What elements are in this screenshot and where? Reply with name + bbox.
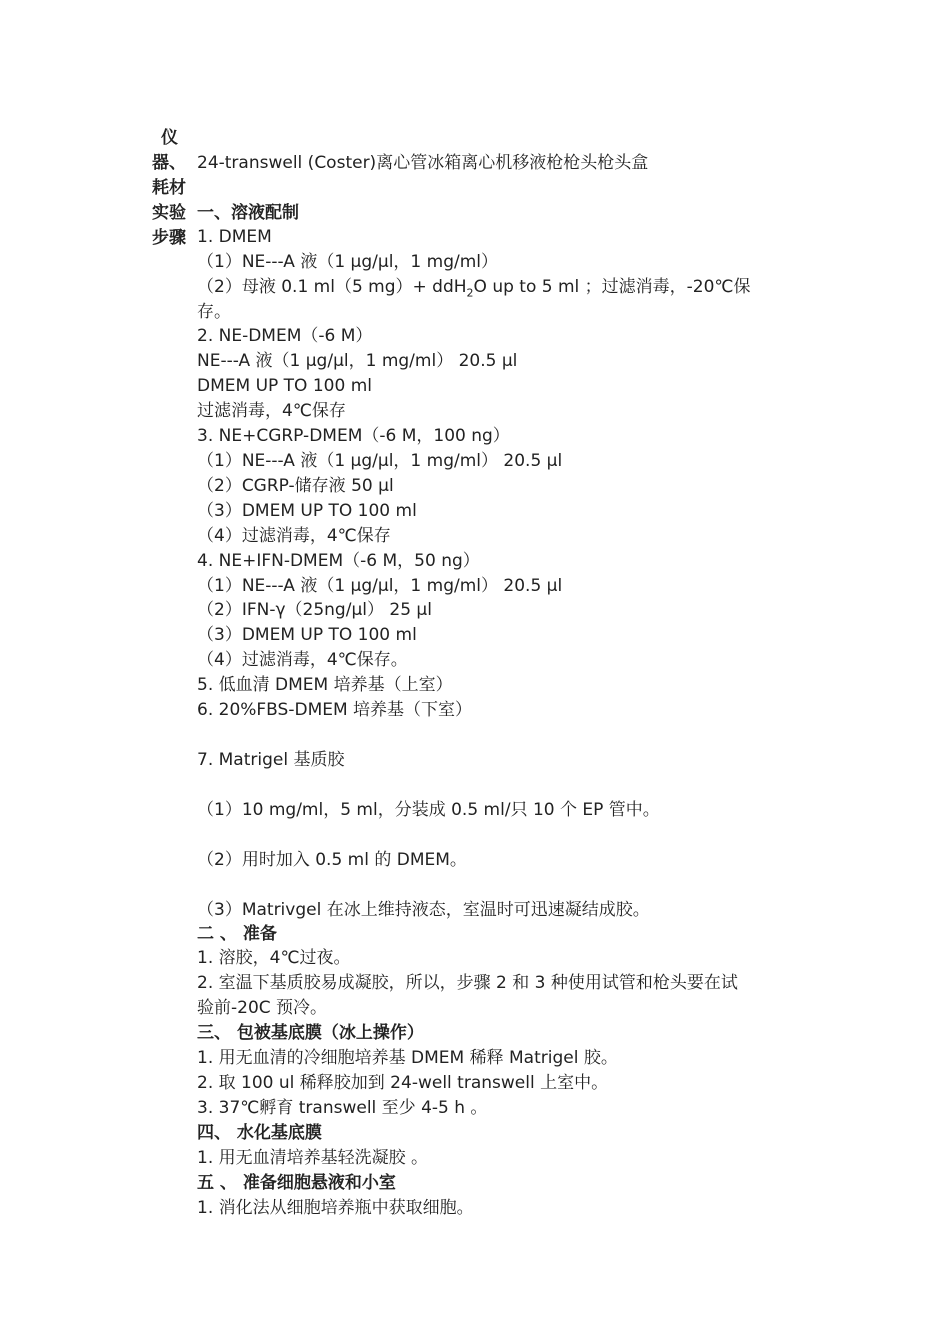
step-1-1-1: （1）NE---A 液（1 μg/μl，1 mg/ml） — [197, 252, 499, 272]
section-5-title: 五 、 准备细胞悬液和小室 — [197, 1173, 396, 1193]
subscript-2: 2 — [466, 286, 474, 300]
step-1-1-2-cont: 存。 — [197, 302, 231, 322]
step-1-4-3: （3）DMEM UP TO 100 ml — [197, 625, 417, 645]
step-1-6: 6. 20%FBS-DMEM 培养基（下室） — [197, 700, 473, 720]
step-1-4-1: （1）NE---A 液（1 μg/μl，1 mg/ml） 20.5 μl — [197, 576, 563, 596]
step-1-4-2: （2）IFN-γ（25ng/μl） 25 μl — [197, 600, 432, 620]
step-3-2: 2. 取 100 ul 稀释胶加到 24-well transwell 上室中。 — [197, 1073, 609, 1093]
step-1-1-2-part-a: （2）母液 0.1 ml（5 mg）+ ddH — [197, 277, 467, 297]
step-1-4: 4. NE+IFN-DMEM（-6 M，50 ng） — [197, 551, 480, 571]
step-1-2: 2. NE-DMEM（-6 M） — [197, 326, 373, 346]
step-1-2-1: NE---A 液（1 μg/μl，1 mg/ml） 20.5 μl — [197, 351, 518, 371]
step-1-3-2: （2）CGRP-储存液 50 μl — [197, 476, 394, 496]
step-1-1-2 — [197, 275, 751, 299]
section-3-title: 三、 包被基底膜（冰上操作） — [197, 1023, 424, 1043]
step-3-1: 1. 用无血清的冷细胞培养基 DMEM 稀释 Matrigel 胶。 — [197, 1048, 618, 1068]
step-1-7-2: （2）用时加入 0.5 ml 的 DMEM。 — [197, 850, 467, 870]
label-shiyan: 实验 — [152, 203, 186, 223]
step-1-2-2: DMEM UP TO 100 ml — [197, 376, 372, 396]
step-1-3: 3. NE+CGRP-DMEM（-6 M，100 ng） — [197, 426, 510, 446]
section-4-title: 四、 水化基底膜 — [197, 1123, 322, 1143]
step-3-3: 3. 37℃孵育 transwell 至少 4-5 h 。 — [197, 1098, 488, 1118]
equipment-list: 24-transwell (Coster)离心管冰箱离心机移液枪枪头枪头盒 — [197, 153, 649, 173]
step-1-2-3: 过滤消毒，4℃保存 — [197, 401, 346, 421]
step-5-1: 1. 消化法从细胞培养瓶中获取细胞。 — [197, 1198, 474, 1218]
step-2-2-cont: 验前-20C 预冷。 — [197, 998, 328, 1018]
label-qi: 器、 — [152, 153, 186, 173]
step-1-4-4: （4）过滤消毒，4℃保存。 — [197, 650, 408, 670]
step-1-1: 1. DMEM — [197, 227, 272, 247]
step-1-1-2-part-b: O up to 5 ml ；过滤消毒，-20℃保 — [473, 277, 751, 297]
section-1-title: 一、溶液配制 — [197, 203, 299, 223]
label-haocai: 耗材 — [152, 178, 186, 198]
step-1-3-1: （1）NE---A 液（1 μg/μl，1 mg/ml） 20.5 μl — [197, 451, 563, 471]
step-1-5: 5. 低血清 DMEM 培养基（上室） — [197, 675, 453, 695]
step-1-7-3: （3）Matrivgel 在冰上维持液态，室温时可迅速凝结成胶。 — [197, 900, 650, 920]
step-1-7: 7. Matrigel 基质胶 — [197, 750, 345, 770]
step-1-3-4: （4）过滤消毒，4℃保存 — [197, 526, 391, 546]
step-2-2: 2. 室温下基质胶易成凝胶，所以，步骤 2 和 3 种使用试管和枪头要在试 — [197, 973, 738, 993]
step-4-1: 1. 用无血清培养基轻洗凝胶 。 — [197, 1148, 429, 1168]
step-2-1: 1. 溶胶，4℃过夜。 — [197, 948, 351, 968]
label-buzhou: 步骤 — [152, 228, 186, 248]
section-2-title: 二 、 准备 — [197, 924, 277, 944]
step-1-3-3: （3）DMEM UP TO 100 ml — [197, 501, 417, 521]
step-1-7-1: （1）10 mg/ml，5 ml，分装成 0.5 ml/只 10 个 EP 管中。 — [197, 800, 660, 820]
label-yi: 仪 — [161, 128, 178, 148]
